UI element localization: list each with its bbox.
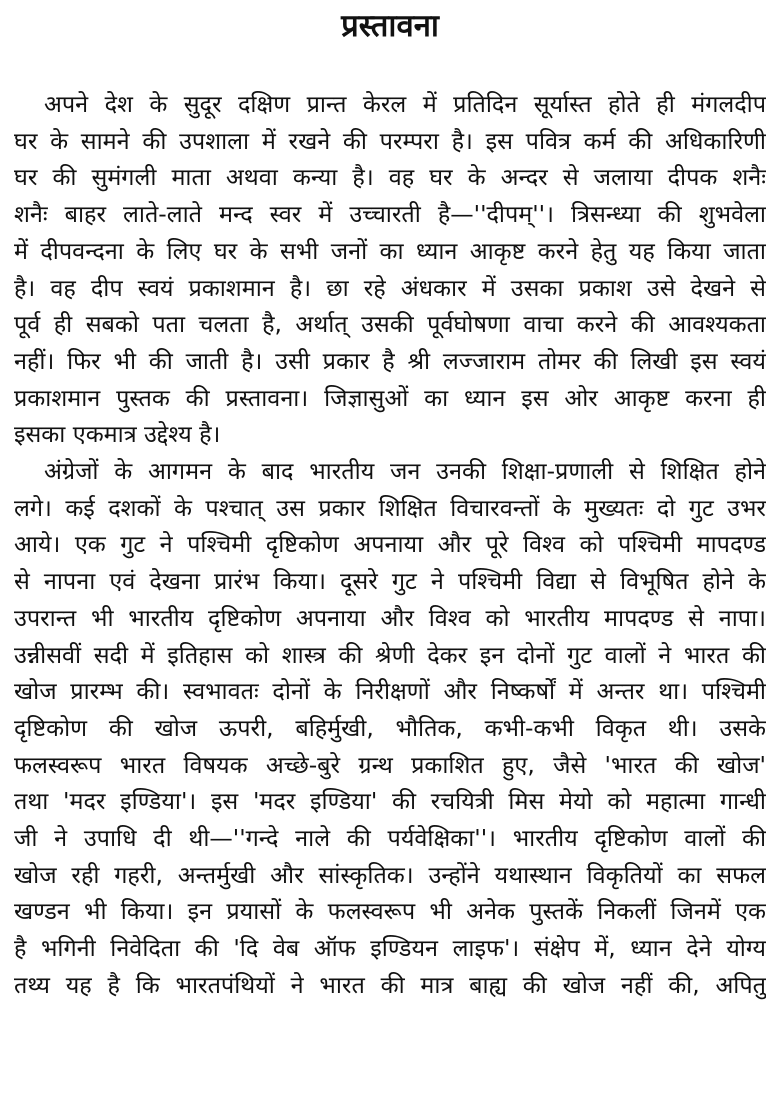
text-line: खोज रही गहरी, अन्तर्मुखी और सांस्कृतिक। उन्होंने यथास्थान विकृतियों का सफल xyxy=(14,860,766,889)
text-line: लगे। कई दशकों के पश्चात् उस प्रकार शिक्षित विचारवन्तों के मुख्यतः दो गुट उभर xyxy=(14,493,766,522)
text-line: है भगिनी निवेदिता की 'दि वेब ऑफ इण्डियन लाइफ'। संक्षेप में, ध्यान देने योग्य xyxy=(14,934,766,963)
text-line: इसका एकमात्र उद्देश्य है। xyxy=(14,420,221,449)
text-line: उन्नीसवीं सदी में इतिहास को शास्त्र की श्रेणी देकर इन दोनों गुट वालों ने भारत की xyxy=(14,640,766,669)
text-line: जी ने उपाधि दी थी—''गन्दे नाले की पर्यवेक्षिका''। भारतीय दृष्टिकोण वालों की xyxy=(14,824,766,853)
text-line: प्रकाशमान पुस्तक की प्रस्तावना। जिज्ञासुओं का ध्यान इस ओर आकृष्ट करना ही xyxy=(14,383,766,412)
text-line: घर के सामने की उपशाला में रखने की परम्परा है। इस पवित्र कर्म की अधिकारिणी xyxy=(14,126,766,155)
page-title: प्रस्तावना xyxy=(341,8,439,44)
text-line: शनैः बाहर लाते-लाते मन्द स्वर में उच्चारती है—''दीपम्''। त्रिसन्ध्या की शुभवेला xyxy=(14,200,766,229)
text-line: फलस्वरूप भारत विषयक अच्छे-बुरे ग्रन्थ प्रकाशित हुए, जैसे 'भारत की खोज' xyxy=(14,750,766,779)
text-line: खोज प्रारम्भ की। स्वभावतः दोनों के निरीक्षणों और निष्कर्षों में अन्तर था। पश्चिमी xyxy=(14,677,766,706)
text-line: तथा 'मदर इण्डिया'। इस 'मदर इण्डिया' की रचयित्री मिस मेयो को महात्मा गान्धी xyxy=(14,787,766,816)
text-line: उपरान्त भी भारतीय दृष्टिकोण अपनाया और विश्व को भारतीय मापदण्ड से नापा। xyxy=(14,603,766,632)
text-line: अपने देश के सुदूर दक्षिण प्रान्त केरल में प्रतिदिन सूर्यास्त होते ही मंगलदीप xyxy=(44,90,766,118)
text-line: आये। एक गुट ने पश्चिमी दृष्टिकोण अपनाया और पूरे विश्व को पश्चिमी मापदण्ड xyxy=(14,530,766,559)
text-line: घर की सुमंगली माता अथवा कन्या है। वह घर के अन्दर से जलाया दीपक शनैः xyxy=(14,163,766,192)
text-line: खण्डन भी किया। इन प्रयासों के फलस्वरूप भी अनेक पुस्तकें निकलीं जिनमें एक xyxy=(14,897,766,926)
text-line: है। वह दीप स्वयं प्रकाशमान है। छा रहे अंधकार में उसका प्रकाश उसे देखने से xyxy=(14,273,766,302)
text-line: पूर्व ही सबको पता चलता है, अर्थात् उसकी पूर्वघोषणा वाचा करने की आवश्यकता xyxy=(14,310,766,339)
paragraph-2 xyxy=(14,453,766,1004)
text-line: अंग्रेजों के आगमन के बाद भारतीय जन उनकी शिक्षा-प्रणाली से शिक्षित होने xyxy=(44,457,766,486)
text-line: दृष्टिकोण की खोज ऊपरी, बहिर्मुखी, भौतिक, कभी-कभी विकृत थी। उसके xyxy=(14,713,766,742)
text-line: नहीं। फिर भी की जाती है। उसी प्रकार है श्री लज्जाराम तोमर की लिखी इस स्वयं xyxy=(14,346,766,375)
text-line: से नापना एवं देखना प्रारंभ किया। दूसरे गुट ने पश्चिमी विद्या से विभूषित होने के xyxy=(14,567,766,596)
text-line: में दीपवन्दना के लिए घर के सभी जनों का ध्यान आकृष्ट करने हेतु यह किया जाता xyxy=(14,236,766,265)
text-line: तथ्य यह है कि भारतपंथियों ने भारत की मात्र बाह्य की खोज नहीं की, अपितु xyxy=(14,970,766,999)
paragraph-1 xyxy=(14,86,766,453)
